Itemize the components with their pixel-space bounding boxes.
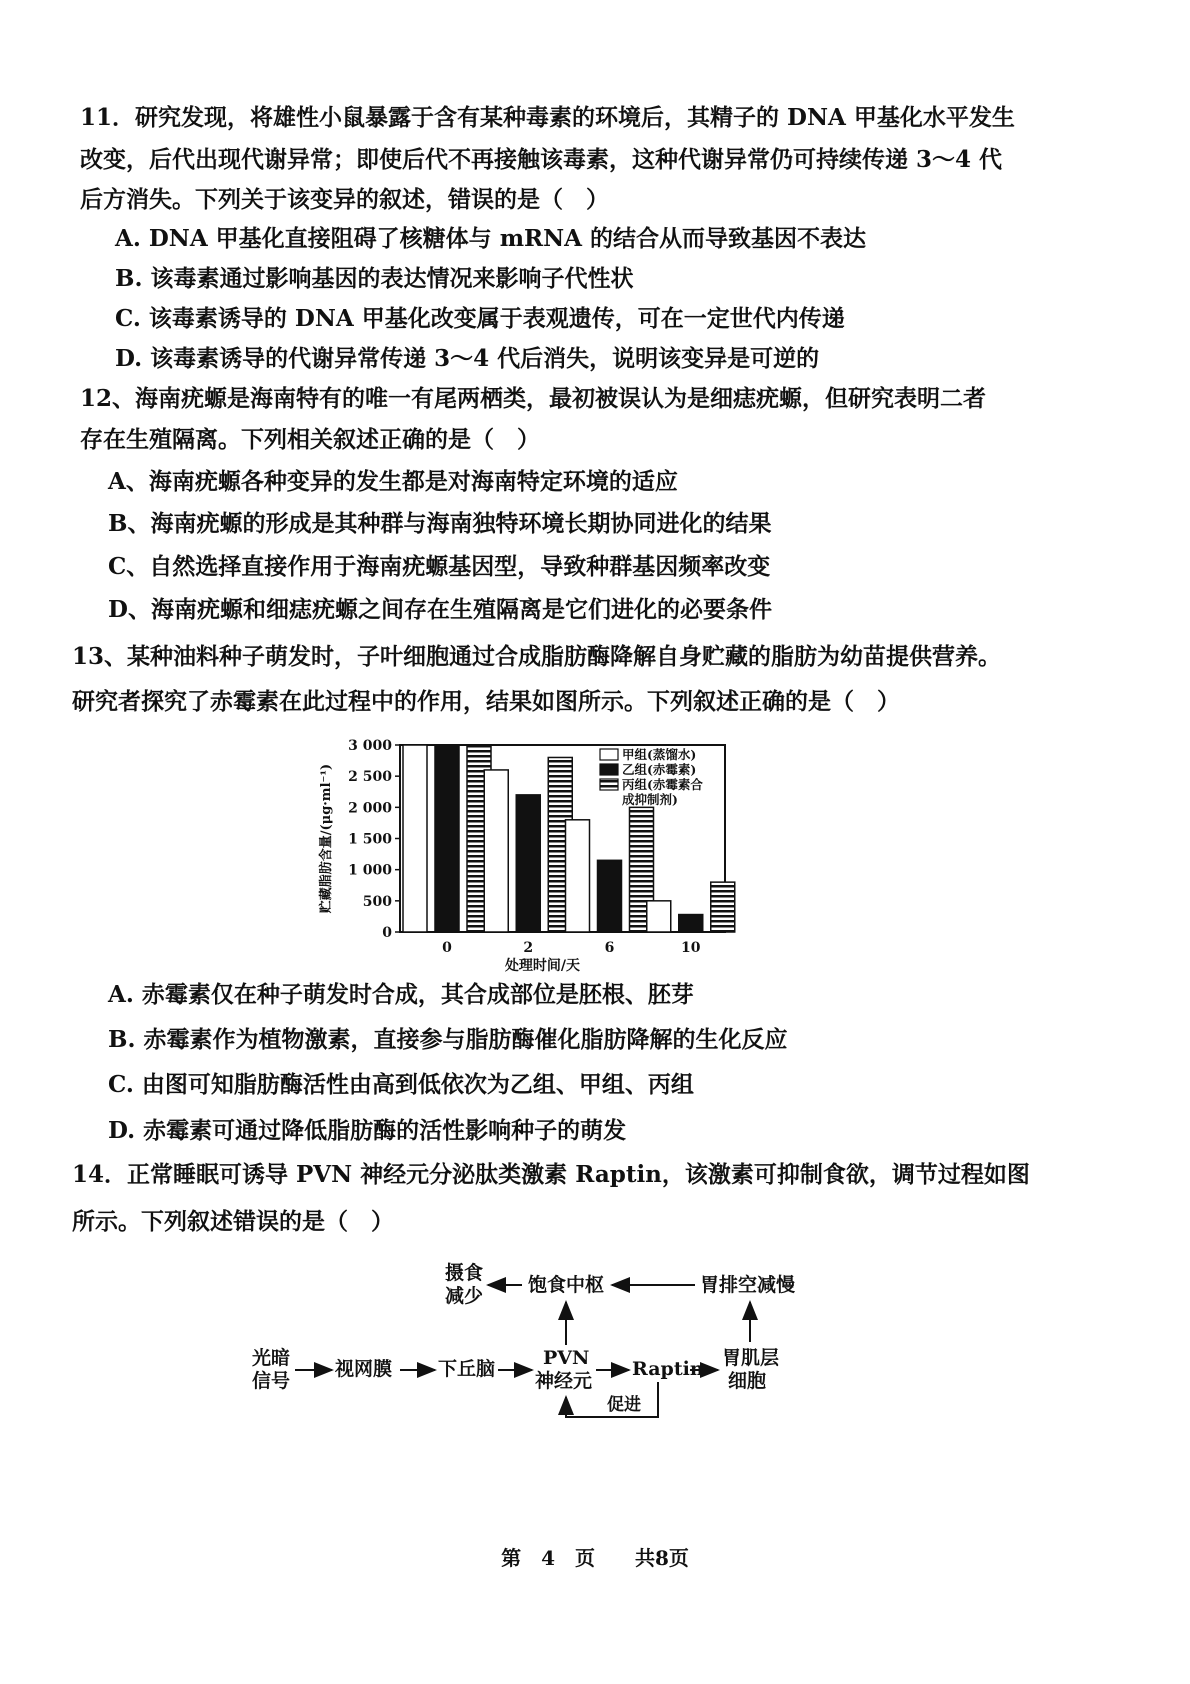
q13-option-a: A. 赤霉素仅在种子萌发时合成，其合成部位是胚根、胚芽 [108, 981, 694, 1008]
q11-stem-line-3: 后方消失。下列关于该变异的叙述，错误的是（ ） [80, 186, 609, 213]
legend-entry: 甲组(蒸馏水) [622, 747, 697, 762]
bar [435, 745, 459, 932]
page-footer: 第 4 页 共8页 [501, 1546, 689, 1570]
q12-option-b: B、海南疣螈的形成是其种群与海南独特环境长期协同进化的结果 [108, 510, 772, 537]
diagram-pvn-line-1: PVN [543, 1347, 590, 1369]
diagram-retina: 视网膜 [335, 1358, 393, 1380]
raptin-regulation-diagram [240, 1260, 840, 1430]
diagram-hypothalamus: 下丘脑 [438, 1358, 496, 1380]
q11-stem-line-2: 改变，后代出现代谢异常；即使后代不再接触该毒素，这种代谢异常仍可持续传递 3～4 代 [80, 146, 1003, 173]
diagram-light-signal-line-1: 光暗 [252, 1347, 291, 1369]
y-tick-label: 2 500 [348, 769, 392, 786]
x-axis-label: 处理时间/天 [504, 958, 581, 974]
y-tick-label: 500 [362, 893, 392, 910]
y-tick-label: 3 000 [348, 738, 392, 754]
y-axis-label: 贮藏脂肪含量/(μg·ml⁻¹) [319, 763, 334, 914]
x-tick-label: 2 [523, 940, 534, 956]
legend-swatch [600, 764, 618, 775]
bar [484, 770, 508, 932]
diagram-satiety-center: 饱食中枢 [528, 1274, 605, 1296]
legend-entry: 丙组(赤霉素合 [622, 777, 703, 792]
x-tick-label: 0 [442, 940, 452, 956]
diagram-raptin: Raptin [632, 1358, 704, 1380]
y-tick-label: 2 000 [348, 800, 392, 817]
bar [711, 882, 735, 932]
lipid-content-bar-chart [300, 725, 760, 975]
x-tick-label: 10 [681, 940, 701, 956]
q14-stem-line-2: 所示。下列叙述错误的是（ ） [72, 1208, 394, 1235]
q12-stem-line-2: 存在生殖隔离。下列相关叙述正确的是（ ） [80, 426, 540, 453]
q12-option-d: D、海南疣螈和细痣疣螈之间存在生殖隔离是它们进化的必要条件 [108, 596, 772, 623]
q14-stem-line-1: 14．正常睡眠可诱导 PVN 神经元分泌肽类激素 Raptin，该激素可抑制食欲，调节过程如图 [72, 1161, 1030, 1188]
diagram-pvn-line-2: 神经元 [535, 1370, 593, 1392]
diagram-gastric-muscle-line-2: 细胞 [728, 1370, 767, 1392]
diagram-eat-less-line-1: 摄食 [445, 1262, 484, 1284]
diagram-gastric-muscle-line-1: 胃肌层 [722, 1347, 780, 1369]
q12-option-a: A、海南疣螈各种变异的发生都是对海南特定环境的适应 [108, 468, 678, 495]
q13-option-d: D. 赤霉素可通过降低脂肪酶的活性影响种子的萌发 [108, 1117, 627, 1144]
diagram-eat-less-line-2: 减少 [445, 1285, 484, 1307]
y-tick-label: 1 500 [348, 831, 392, 848]
bar [566, 820, 590, 932]
legend-entry: 乙组(赤霉素) [622, 762, 697, 777]
q12-stem-line-1: 12、海南疣螈是海南特有的唯一有尾两栖类，最初被误认为是细痣疣螈，但研究表明二者 [80, 385, 987, 412]
bar [403, 745, 427, 932]
bar [516, 795, 540, 932]
q11-stem-line-1: 11．研究发现，将雄性小鼠暴露于含有某种毒素的环境后，其精子的 DNA 甲基化水平发生 [80, 104, 1015, 131]
legend-swatch [600, 779, 618, 790]
y-tick-label: 1 000 [348, 862, 392, 879]
diagram-light-signal-line-2: 信号 [252, 1370, 291, 1392]
bar [647, 901, 671, 932]
q11-option-d: D. 该毒素诱导的代谢异常传递 3～4 代后消失，说明该变异是可逆的 [115, 345, 820, 372]
diagram-gastric-emptying-slow: 胃排空减慢 [700, 1274, 796, 1296]
q13-option-c: C. 由图可知脂肪酶活性由高到低依次为乙组、甲组、丙组 [108, 1071, 694, 1098]
x-tick-label: 6 [604, 940, 615, 956]
bar [598, 860, 622, 932]
q11-option-a: A. DNA 甲基化直接阻碍了核糖体与 mRNA 的结合从而导致基因不表达 [115, 225, 867, 252]
q11-option-b: B. 该毒素通过影响基因的表达情况来影响子代性状 [115, 265, 634, 292]
q13-stem-line-1: 13、某种油料种子萌发时，子叶细胞通过合成脂肪酶降解自身贮藏的脂肪为幼苗提供营养。 [72, 643, 1002, 670]
q13-stem-line-2: 研究者探究了赤霉素在此过程中的作用，结果如图所示。下列叙述正确的是（ ） [72, 688, 900, 715]
q12-option-c: C、自然选择直接作用于海南疣螈基因型，导致种群基因频率改变 [108, 553, 771, 580]
q13-option-b: B. 赤霉素作为植物激素，直接参与脂肪酶催化脂肪降解的生化反应 [108, 1026, 788, 1053]
y-tick-label: 0 [382, 925, 392, 941]
diagram-promote-label: 促进 [607, 1395, 641, 1415]
legend-swatch [600, 749, 618, 760]
bar [679, 915, 703, 932]
legend-entry: 成抑制剂) [622, 792, 678, 807]
q11-option-c: C. 该毒素诱导的 DNA 甲基化改变属于表观遗传，可在一定世代内传递 [115, 305, 845, 332]
